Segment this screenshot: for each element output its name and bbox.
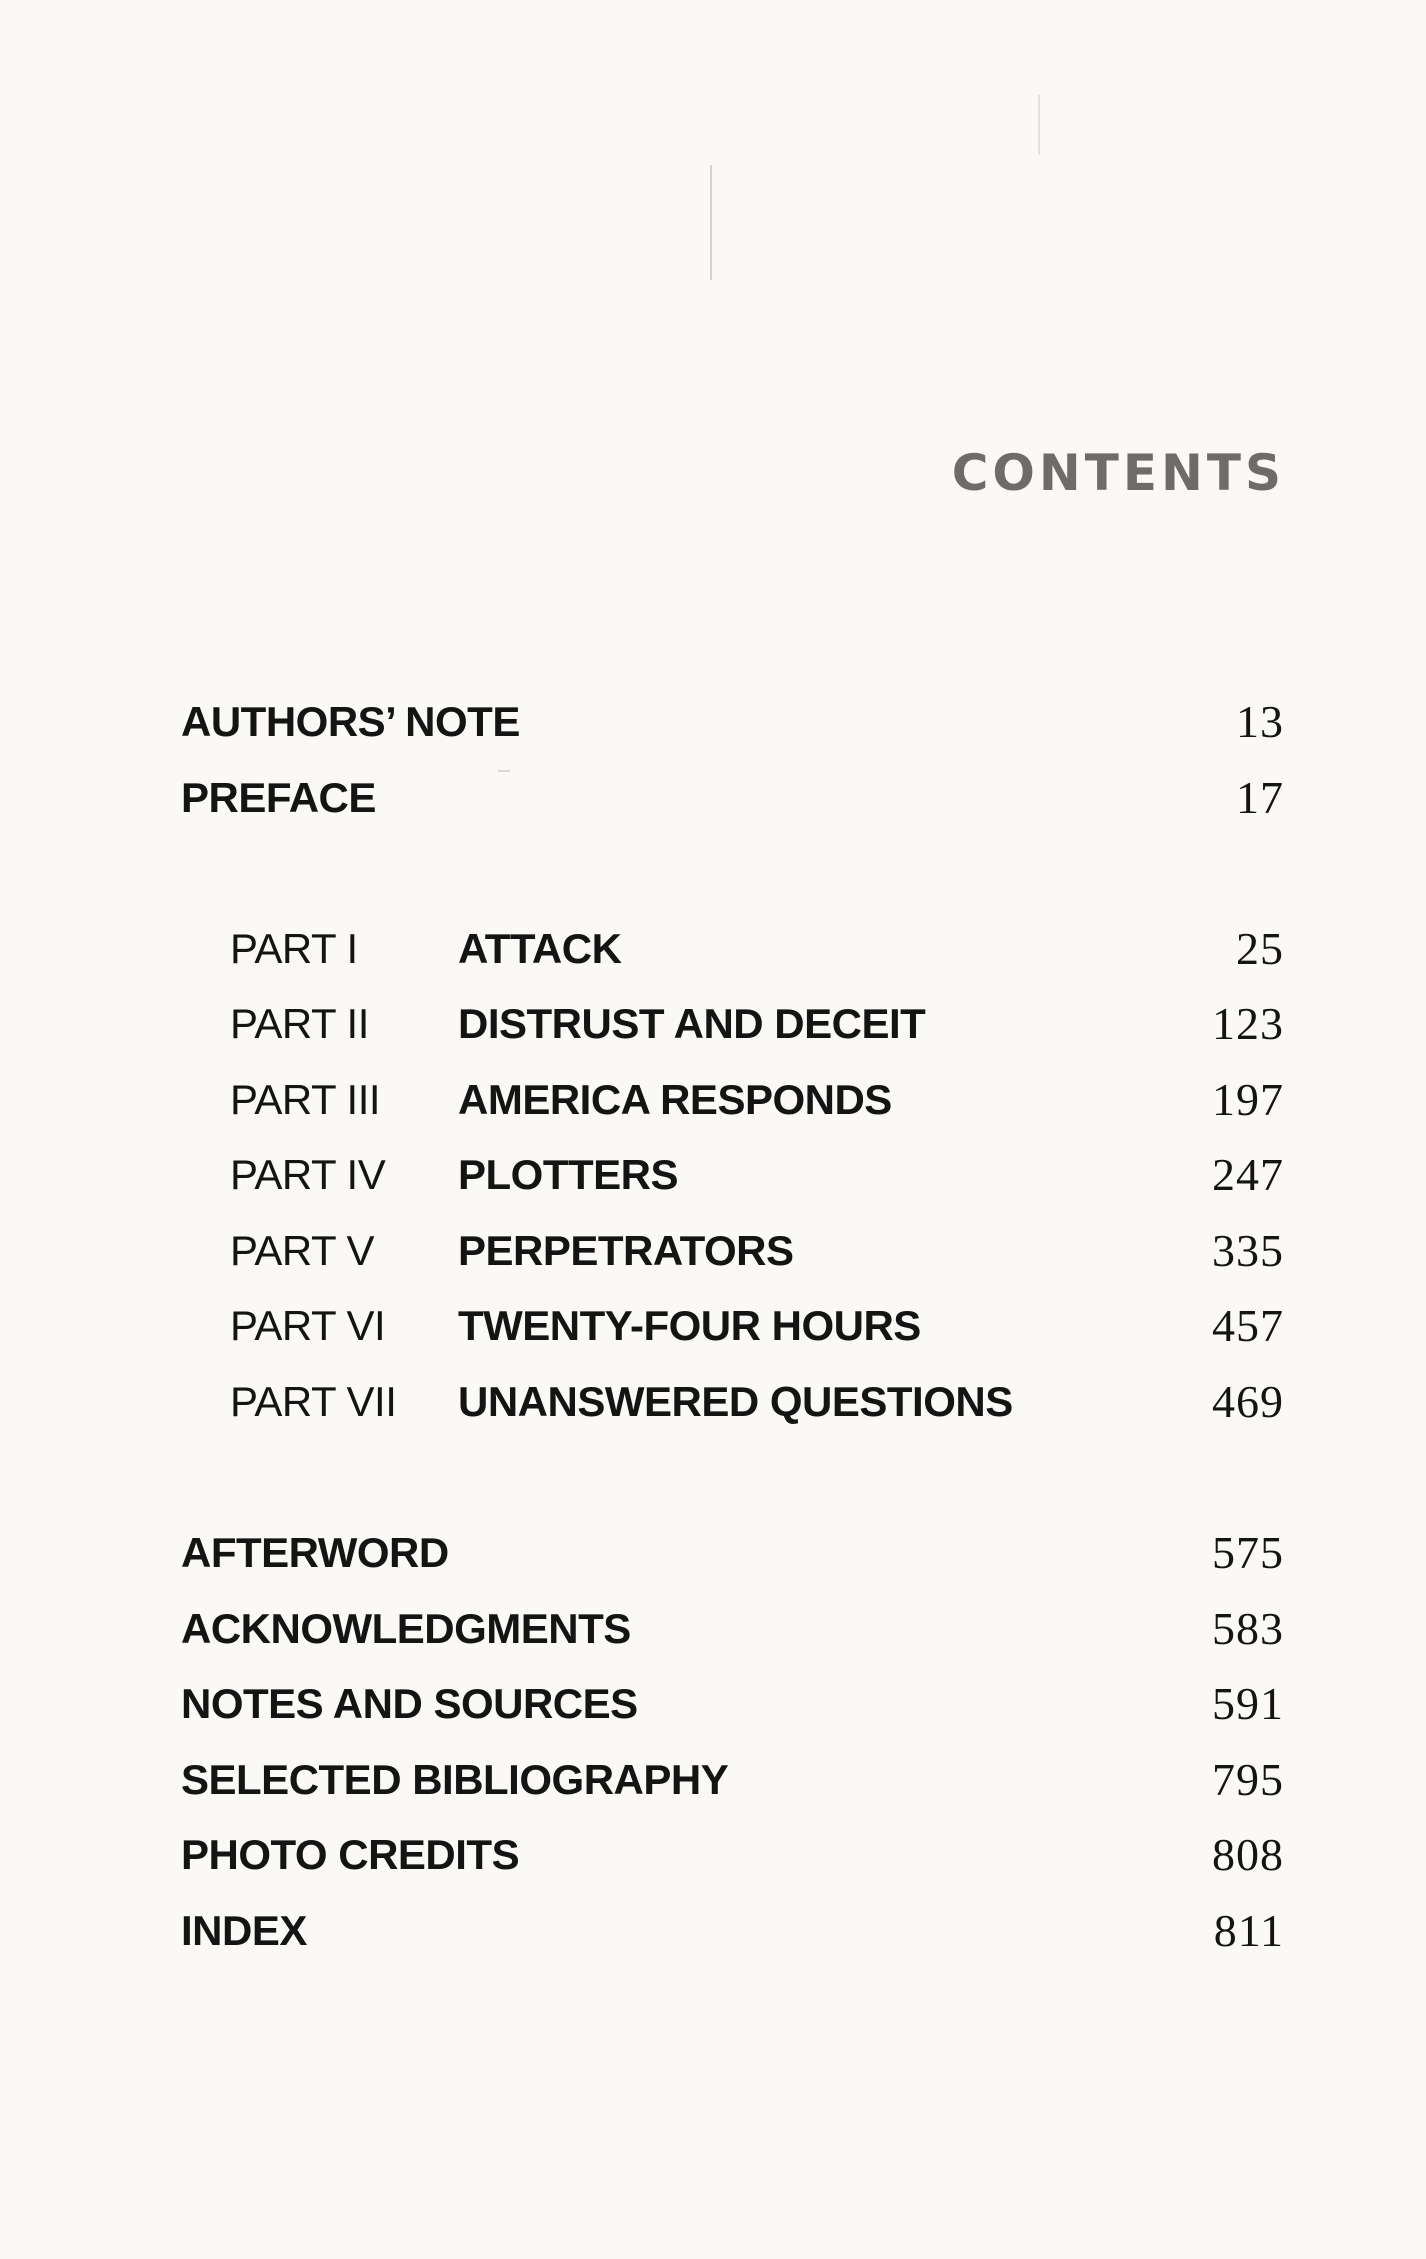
toc-entry-label: PHOTO CREDITS xyxy=(181,1831,520,1878)
toc-entry-page: 13 xyxy=(1236,696,1284,747)
part-page: 25 xyxy=(1236,923,1284,974)
toc-entry-authors-note xyxy=(0,692,1426,752)
toc-part-2 xyxy=(0,994,1426,1054)
part-number: PART VI xyxy=(230,1302,386,1349)
toc-entry-page: 583 xyxy=(1212,1603,1284,1654)
toc-part-1 xyxy=(0,919,1426,979)
part-title: PLOTTERS xyxy=(458,1151,679,1198)
toc-entry-photo-credits xyxy=(0,1825,1426,1885)
toc-entry-index xyxy=(0,1901,1426,1961)
toc-part-7 xyxy=(0,1372,1426,1432)
toc-part-3 xyxy=(0,1070,1426,1130)
toc-entry-label: PREFACE xyxy=(181,774,376,821)
part-number: PART V xyxy=(230,1227,375,1274)
toc-entry-page: 795 xyxy=(1212,1754,1284,1805)
part-page: 457 xyxy=(1212,1300,1284,1351)
scan-artifact xyxy=(1038,95,1040,155)
part-number: PART VII xyxy=(230,1378,397,1425)
part-title: AMERICA RESPONDS xyxy=(458,1076,892,1123)
part-title: TWENTY-FOUR HOURS xyxy=(458,1302,921,1349)
toc-entry-page: 17 xyxy=(1236,772,1284,823)
toc-entry-page: 575 xyxy=(1212,1527,1284,1578)
toc-entry-label: NOTES AND SOURCES xyxy=(181,1680,638,1727)
toc-entry-label: AFTERWORD xyxy=(181,1529,449,1576)
page-title: CONTENTS xyxy=(951,444,1285,502)
part-number: PART III xyxy=(230,1076,381,1123)
toc-entry-label: INDEX xyxy=(181,1907,307,1954)
part-page: 123 xyxy=(1212,998,1284,1049)
toc-entry-label: ACKNOWLEDGMENTS xyxy=(181,1605,631,1652)
scan-artifact xyxy=(710,165,712,280)
part-number: PART II xyxy=(230,1000,369,1047)
toc-part-6 xyxy=(0,1296,1426,1356)
part-number: PART IV xyxy=(230,1151,386,1198)
toc-entry-page: 808 xyxy=(1212,1829,1284,1880)
part-title: PERPETRATORS xyxy=(458,1227,794,1274)
part-title: DISTRUST AND DECEIT xyxy=(458,1000,926,1047)
part-number: PART I xyxy=(230,925,358,972)
toc-entry-selected-bibliography xyxy=(0,1750,1426,1810)
part-page: 469 xyxy=(1212,1376,1284,1427)
toc-entry-page: 811 xyxy=(1213,1905,1284,1956)
toc-entry-preface xyxy=(0,768,1426,828)
toc-part-4 xyxy=(0,1145,1426,1205)
part-title: ATTACK xyxy=(458,925,622,972)
part-page: 197 xyxy=(1212,1074,1284,1125)
part-page: 335 xyxy=(1212,1225,1284,1276)
toc-entry-acknowledgments xyxy=(0,1599,1426,1659)
part-title: UNANSWERED QUESTIONS xyxy=(458,1378,1013,1425)
part-page: 247 xyxy=(1212,1149,1284,1200)
toc-entry-afterword xyxy=(0,1523,1426,1583)
toc-part-5 xyxy=(0,1221,1426,1281)
toc-entry-page: 591 xyxy=(1212,1678,1284,1729)
toc-entry-label: AUTHORS’ NOTE xyxy=(181,698,520,745)
toc-entry-label: SELECTED BIBLIOGRAPHY xyxy=(181,1756,729,1803)
toc-entry-notes-and-sources xyxy=(0,1674,1426,1734)
